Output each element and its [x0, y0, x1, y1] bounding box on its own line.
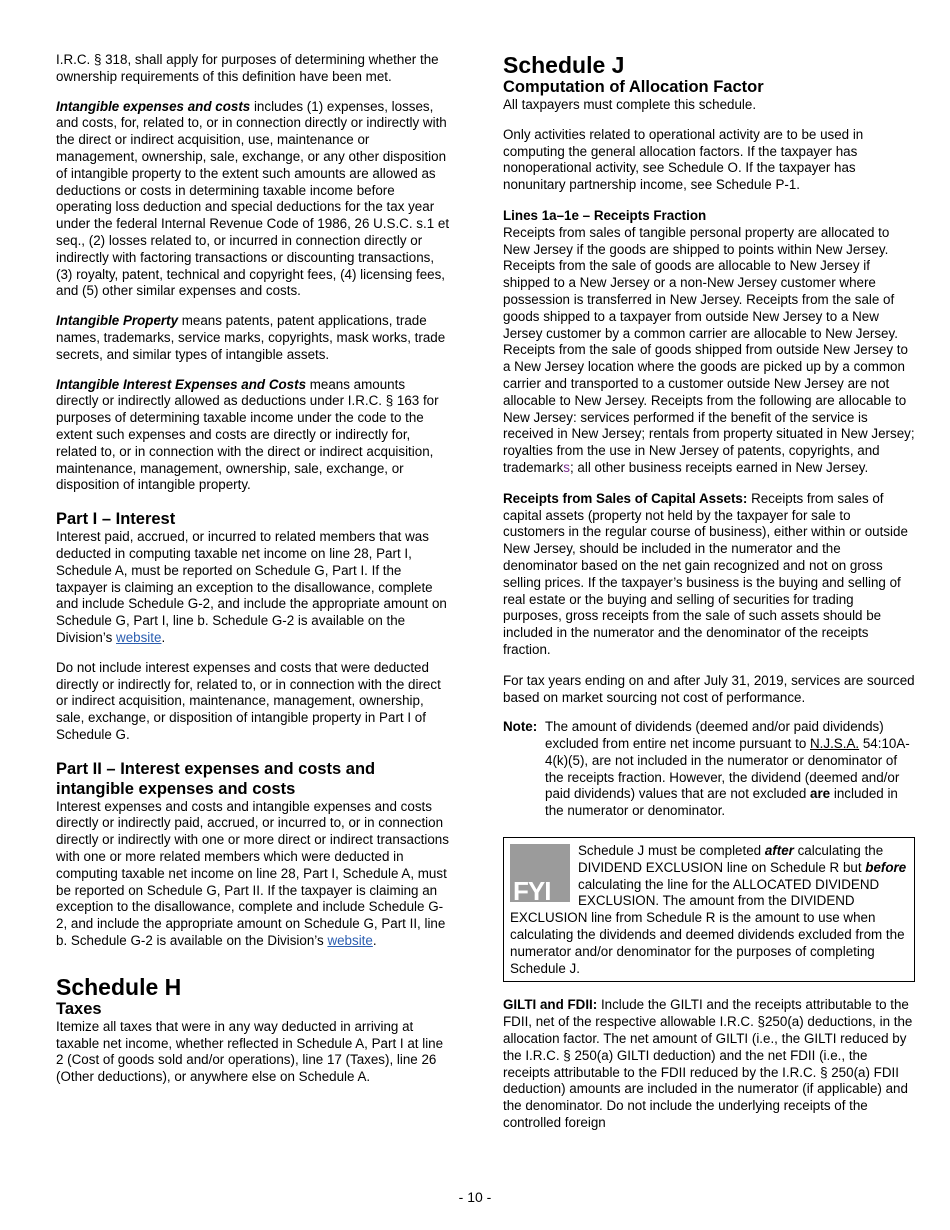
part-1-heading: Part I – Interest — [56, 510, 176, 529]
definition-term: Intangible expenses and costs — [56, 98, 251, 114]
part-2-paragraph — [56, 799, 450, 950]
note-body — [545, 719, 915, 820]
fyi-text-a: Schedule J must be completed — [578, 843, 765, 859]
gilti-text: Include the GILTI and the receipts attributable to the FDII, net of the respective allowable I.R.C. §250(a) deductions, in the allocation factor. The net amount of GILTI (i.e., the GILTI reduced by the I.R.C. § 250(a) GILTI deduction) and the net FDII (i.e., the receipts attributable to the FDII reduced by the I.R.C. § 250(a) FDII deduction) amounts are included in the numerator (if applicable) and the denominator. Do not include the underlying receipts of the controlled foreign — [503, 997, 913, 1131]
part-1-text: Interest paid, accrued, or incurred to related members that was deducted in computing taxable net income on line 28, Part I, Schedule A, must be reported on Schedule G, Part I. If the taxpayer is claiming an exception to the disallowance, complete and include Schedule G-2, and include the appropriate amount on Schedule G, Part I, line b. Schedule G-2 is available on the Division’s — [56, 529, 447, 645]
note-text-a: The amount of dividends (deemed and/or paid dividends) excluded from entire net income pursuant to — [545, 719, 884, 752]
part-1-paragraph-2: Do not include interest expenses and costs that were deducted directly or indirectly for, related to, or in connection with the direct or indirect acquisition, maintenance, management, ownership, sale, exchange, or disposition of intangible property in Part I of Schedule G. — [56, 659, 441, 742]
schedule-j-subtitle: Computation of Allocation Factor — [503, 78, 764, 96]
part-2-end: . — [372, 933, 377, 949]
definition-text: means amounts directly or indirectly allowed as deductions under I.R.C. § 163 for purposes of determining taxable income under the code to the extent such expenses and costs are directly or indirectly for, related to, or in connection with the direct or indirect acquisition, maintenance, management, ownership, sale, exchange, or disposition of intangible property. — [56, 376, 439, 493]
schedule-j-intro: All taxpayers must complete this schedule. — [503, 97, 757, 112]
left-column — [56, 52, 450, 1099]
capital-assets-term: Receipts from Sales of Capital Assets: — [503, 490, 748, 506]
njsa-citation: N.J.S.A. — [809, 736, 860, 752]
fyi-box — [503, 837, 915, 982]
note-text-b: 54:10A-4(k)(5), are not included in the numerator or denominator of the receipts fraction. However, the dividend (deemed and/or paid dividends) values that are not excluded — [545, 736, 910, 802]
part-1-paragraph — [56, 529, 450, 647]
schedule-h-title: Schedule H — [56, 973, 182, 1000]
page-number: - 10 - — [458, 1189, 492, 1205]
schedule-h-subtitle: Taxes — [56, 999, 102, 1018]
lines-1a-1e-heading: Lines 1a–1e – Receipts Fraction — [503, 207, 707, 223]
note-text-c: included in the numerator or denominator. — [545, 786, 898, 819]
receipts-fraction-paragraph — [503, 225, 915, 477]
right-column — [503, 52, 915, 1145]
operational-activity-paragraph: Only activities related to operational activity are to be used in computing the general allocation factors. If the taxpayer has nonoperational activity, see Schedule O. If the taxpayer has nonunitary partnership income, see Schedule P-1. — [503, 126, 864, 193]
gilti-term: GILTI and FDII: — [503, 997, 598, 1013]
definition-term: Intangible Interest Expenses and Costs — [56, 376, 307, 392]
market-sourcing-paragraph: For tax years ending on and after July 31, 2019, services are sourced based on market sourcing not cost of performance. — [503, 672, 915, 705]
part-1-end: . — [161, 629, 166, 645]
schedule-j-title: Schedule J — [503, 52, 625, 78]
note-label: Note: — [503, 719, 538, 735]
capital-assets-text: Receipts from sales of capital assets (property not held by the taxpayer for sale to customers in the regular course of business), either within or outside New Jersey, should be included in the numerator and the denominator based on the net gain recognized and not on gross selling prices. If the taxpayer’s business is the buying and selling of real estate or the buying and selling of securities for trading purposes, gross receipts from the sale of such assets should be included in the numerator and the denominator of the receipts fraction. — [503, 490, 908, 657]
receipts-text-a: Receipts from sales of tangible personal property are allocated to New Jersey if the goods are shipped to points within New Jersey. Receipts from the sale of goods are allocable to New Jersey if shipped to a New Jersey or a non-New Jersey customer where possession is transferred in New Jersey. Receipts from the sale of goods shipped to a taxpayer from outside New Jersey to a New Jersey customer by a common carrier are allocable to New Jersey. Receipts from the sale of goods shipped from outside New Jersey to a New Jersey location where the goods are picked up by a common carrier and transported to a customer outside New Jersey are not allocable to New Jersey. Receipts from the following are allocable to New Jersey: services performed if the benefit of the service is received in New Jersey; rentals from property situated in New Jersey; royalties from the use in New Jersey of patents, copyrights, and trademark — [503, 224, 915, 475]
receipts-text-s: s — [563, 459, 570, 475]
note-emphasis: are — [810, 786, 831, 802]
division-website-link[interactable]: website — [116, 629, 162, 645]
dividend-note — [503, 719, 915, 820]
irc-318-paragraph: I.R.C. § 318, shall apply for purposes of determining whether the ownership requirements of this definition have been met. — [56, 52, 439, 84]
part-2-text: Interest expenses and costs and intangible expenses and costs directly or indirectly paid, accrued, or incurred to, or in connection directly or indirectly with one or more direct or indirect transactions with one or more related members which were deducted in computing taxable net income on line 28, Part I, Schedule A, must be reported on Schedule G, Part II. If the taxpayer is claiming an exception to the disallowance, complete and include Schedule G-2, and include the appropriate amount on Schedule G, Part II, line b. Schedule G-2 is available on the Division’s — [56, 798, 449, 949]
fyi-text-b: calculating the DIVIDEND EXCLUSION line on Schedule R but — [578, 843, 884, 875]
fyi-text-c: calculating the line for the ALLOCATED DIVIDEND EXCLUSION. The amount from the DIVIDEND EXCLUSION line from Schedule R is the amount to use when calculating the dividends and deemed dividends excluded from the numerator and/or denominator for the purposes of completing Schedule J. — [510, 876, 905, 976]
receipts-text-b: ; all other business receipts earned in New Jersey. — [569, 459, 869, 475]
capital-assets-paragraph — [503, 491, 915, 659]
intangible-interest-definition — [56, 377, 450, 495]
schedule-h-paragraph: Itemize all taxes that were in any way deducted in arriving at taxable net income, whether reflected in Schedule A, Part I at line 2 (Cost of goods sold and/or operations), line 17 (Taxes), line 26 (Other deductions), or anywhere else on Schedule A. — [56, 1018, 444, 1085]
fyi-after: after — [764, 843, 794, 859]
gilti-fdii-paragraph — [503, 997, 915, 1131]
definition-term: Intangible Property — [56, 313, 179, 329]
fyi-before: before — [865, 859, 907, 875]
part-2-heading: Part II – Interest expenses and costs and intangible expenses and costs — [56, 759, 376, 798]
division-website-link[interactable]: website — [327, 933, 373, 949]
intangible-property-definition — [56, 313, 450, 363]
definition-text: means patents, patent applications, trade names, trademarks, service marks, copyrights, mask works, trade secrets, and similar types of intangible assets. — [56, 313, 446, 362]
definition-text: includes (1) expenses, losses, and costs, for, related to, or in connection directly or indirectly with the direct or indirect acquisition, use, maintenance or management, ownership, sale, exchange, or any other disposition of intangible property to the extent such amounts are allowed as deductions or costs in determining taxable income before operating loss deduction and special deductions for the tax year under the federal Internal Revenue Code of 1986, 26 U.S.C. s.1 et seq., (2) losses related to, or incurred in connection directly or indirectly with factoring transactions or discounting transactions, (3) royalty, patent, technical and copyright fees, (4) licensing fees, and (5) other similar expenses and costs. — [56, 98, 450, 299]
fyi-icon: FYI — [510, 844, 570, 902]
intangible-expenses-definition — [56, 99, 450, 301]
